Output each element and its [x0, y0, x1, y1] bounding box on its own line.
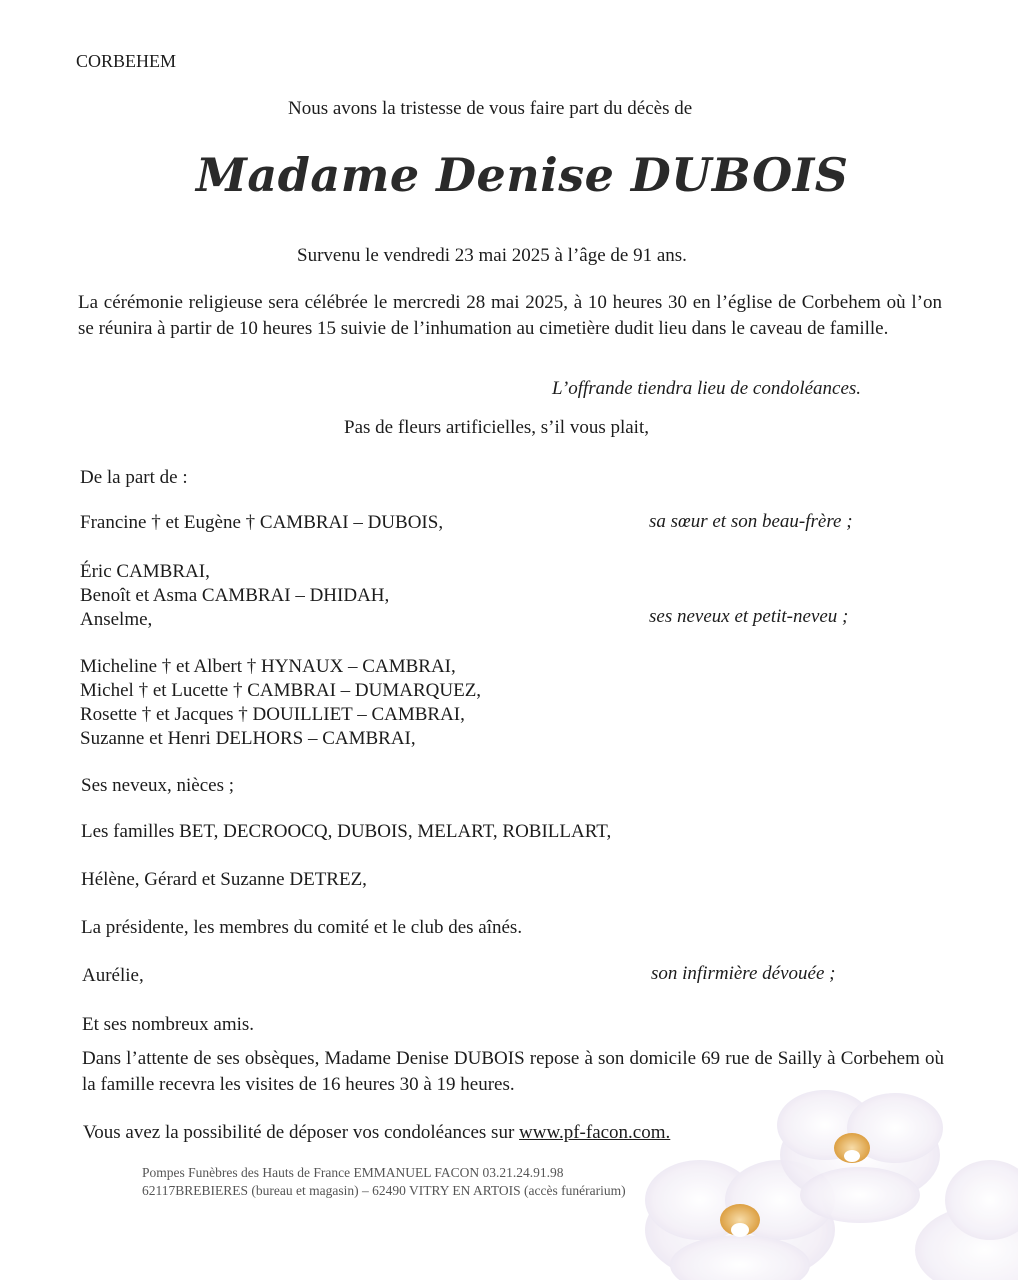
in-law-line: Michel † et Lucette † CAMBRAI – DUMARQUEZ, [80, 680, 482, 701]
death-date-text: Survenu le vendredi 23 mai 2025 à l’âge de 91 ans. [297, 245, 687, 266]
family-intro: De la part de : [80, 467, 188, 488]
friends-line: Et ses nombreux amis. [82, 1014, 255, 1035]
families-line: Les familles BET, DECROOCQ, DUBOIS, MELART, ROBILLART, [81, 821, 612, 842]
wake-paragraph: Dans l’attente de ses obsèques, Madame Denise DUBOIS repose à son domicile 69 rue de Sailly à Corbehem où la famille recevra les visites de 16 heures 30 à 19 heures. [82, 1048, 944, 1095]
sister-relation: sa sœur et son beau-frère ; [649, 511, 853, 532]
town-name: CORBEHEM [76, 51, 177, 71]
intro-text: Nous avons la tristesse de vous faire part du décès de [288, 98, 693, 119]
in-law-line: Suzanne et Henri DELHORS – CAMBRAI, [80, 728, 416, 749]
club-line: La présidente, les membres du comité et le club des aînés. [81, 917, 523, 938]
funeral-home-line: Pompes Funèbres des Hauts de France EMMANUEL FACON 03.21.24.91.98 [142, 1165, 564, 1180]
flowers-note: Pas de fleurs artificielles, s’il vous plait, [344, 417, 649, 438]
in-law-line: Micheline † et Albert † HYNAUX – CAMBRAI, [80, 656, 456, 677]
condolences-text: Vous avez la possibilité de déposer vos condoléances sur [83, 1122, 515, 1143]
offering-note: L’offrande tiendra lieu de condoléances. [552, 378, 862, 399]
detrez-line: Hélène, Gérard et Suzanne DETREZ, [81, 869, 367, 890]
nephew-line: Benoît et Asma CAMBRAI – DHIDAH, [80, 585, 390, 606]
ceremony-paragraph: La cérémonie religieuse sera célébrée le mercredi 28 mai 2025, à 10 heures 30 en l’église de Corbehem où l’on se réunira à partir de 10 heures 15 suivie de l’inhumation au cimetière dudit lieu dans le caveau de famille. [78, 292, 942, 339]
in-law-line: Rosette † et Jacques † DOUILLIET – CAMBRAI, [80, 704, 465, 725]
sister-line: Francine † et Eugène † CAMBRAI – DUBOIS, [80, 512, 444, 533]
condolences-line [83, 1121, 670, 1145]
deceased-name: Madame Denise DUBOIS [196, 148, 849, 202]
nephew-line: Anselme, [80, 609, 153, 630]
nephew-line: Éric CAMBRAI, [80, 561, 210, 582]
orchid-decoration-icon [590, 1080, 1018, 1280]
condolences-link[interactable]: www.pf-facon.com. [519, 1122, 671, 1143]
aurelie-line: Aurélie, [82, 965, 144, 986]
funeral-home-address: 62117BREBIERES (bureau et magasin) – 62490 VITRY EN ARTOIS (accès funérarium) [142, 1183, 626, 1198]
nephews-relation: ses neveux et petit-neveu ; [649, 606, 849, 627]
nieces-line: Ses neveux, nièces ; [81, 775, 235, 796]
aurelie-relation: son infirmière dévouée ; [651, 963, 836, 984]
